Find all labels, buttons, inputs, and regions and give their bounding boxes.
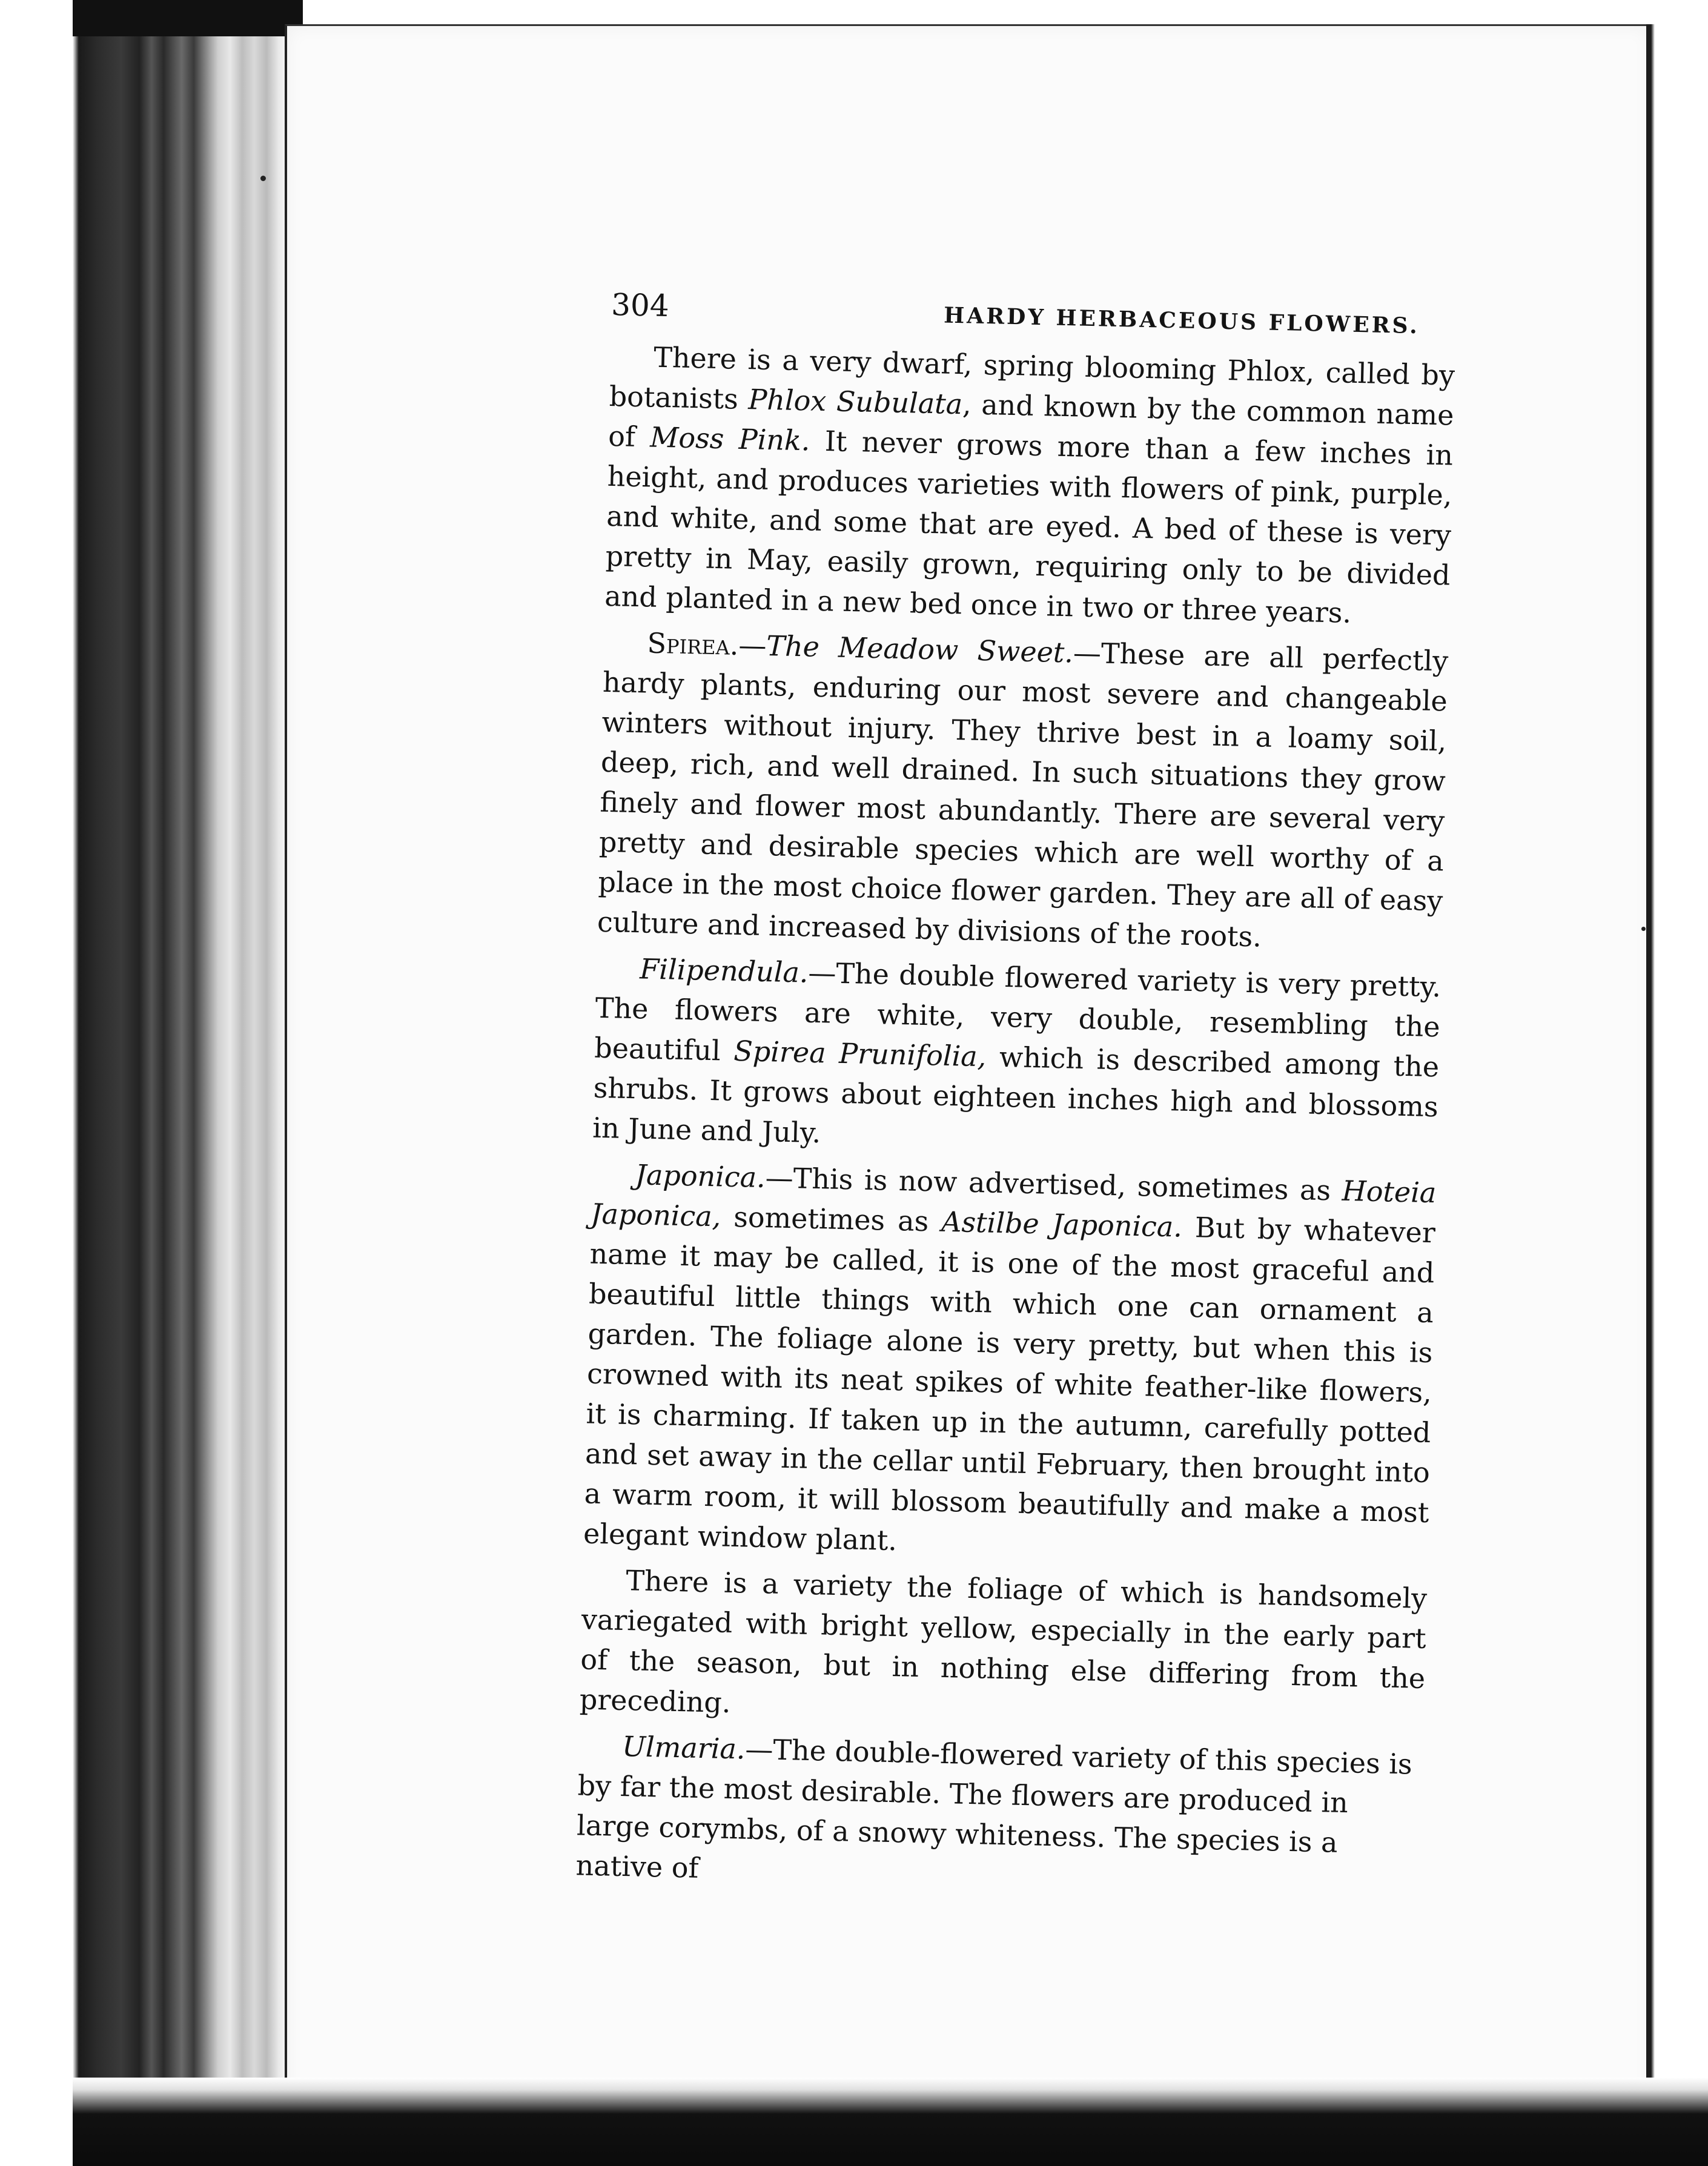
- page-number: 304: [611, 286, 670, 324]
- paragraph-spirea: [597, 622, 1449, 961]
- paragraph-japonica: [583, 1154, 1437, 1572]
- text-run: There is a very dwarf, spring blooming Phlox, called by botanists: [609, 340, 1455, 416]
- ink-speck: [260, 176, 266, 181]
- text-run: sometimes as: [720, 1200, 942, 1238]
- running-title: HARDY HERBACEOUS FLOWERS.: [943, 302, 1420, 339]
- text-run: But by whatever name it may be called, it is one of the most graceful and beautiful little things with which one can ornament a garden. The foliage alone is very pretty, but when this is crowned with its neat spikes of white feather-like flowers, it is charming. If taken up in the autumn, carefully potted and set away in the cellar until February, then brought into a warm room, it will blossom beautifully and make a most elegant window plant.: [583, 1210, 1436, 1557]
- book-edge-bottom: [73, 2078, 1708, 2166]
- paragraph-ulmaria: [575, 1725, 1424, 1904]
- italic-run: Moss Pink.: [649, 420, 811, 457]
- text-run: —This is now advertised, sometimes as: [765, 1161, 1343, 1207]
- text-run: —The double-flowered variety of this species is by far the most desirable. The flowers are produced in large corymbs, of a snowy whiteness. The species is a native of: [575, 1732, 1413, 1884]
- italic-run: Filipendula.: [639, 952, 809, 989]
- facing-page-edge: [1646, 24, 1708, 2102]
- text-run: There is a variety the foliage of which is handsomely variegated with bright yellow, especially in the early part of the season, but in nothing else differing from the preceding.: [579, 1564, 1428, 1720]
- paragraph-filipendula: [592, 948, 1442, 1167]
- book-gutter: [0, 0, 285, 2166]
- italic-run: Ulmaria.: [621, 1730, 746, 1766]
- italic-run: Phlox Subulata: [747, 383, 963, 421]
- paragraph-variegated: [579, 1559, 1428, 1738]
- text-run: , and known by the common name of: [607, 388, 1455, 454]
- page-text: [575, 285, 1457, 1910]
- italic-run: Spirea Prunifolia,: [733, 1034, 987, 1073]
- text-run: which is described among the shrubs. It grows about eighteen inches high and blossoms in June and July.: [592, 1040, 1440, 1150]
- text-run: —The double flowered variety is very pretty. The flowers are white, very double, resembling the beautiful: [594, 956, 1442, 1067]
- text-run: It never grows more than a few inches in height, and produces varieties with flowers of pink, purple, and white, and some that are eyed. A bed of these is very pretty in May, easily grown, requiring only to be divided and planted in a new bed once in two or three years.: [604, 424, 1454, 629]
- book-edge-top: [73, 0, 303, 36]
- italic-run: The Meadow Sweet.: [766, 629, 1074, 669]
- small-caps-run: Spirea.: [646, 626, 740, 661]
- italic-run: Japonica.: [635, 1158, 766, 1194]
- text-run: —: [738, 628, 767, 662]
- ink-speck: [1641, 927, 1646, 931]
- italic-run: Astilbe Japonica.: [941, 1205, 1183, 1244]
- paragraph-phlox: [604, 336, 1455, 635]
- italic-run: Hoteia Japonica,: [590, 1174, 1437, 1233]
- text-run: —These are all perfectly hardy plants, enduring our most severe and changeable winters without injury. They thrive best in a loamy soil, deep, rich, and well drained. In such situations they grow finely and flower most abundantly. There are several very pretty and desirable species which are well worthy of a place in the most choice flower garden. They are all of easy culture and increased by divisions of the roots.: [597, 636, 1449, 953]
